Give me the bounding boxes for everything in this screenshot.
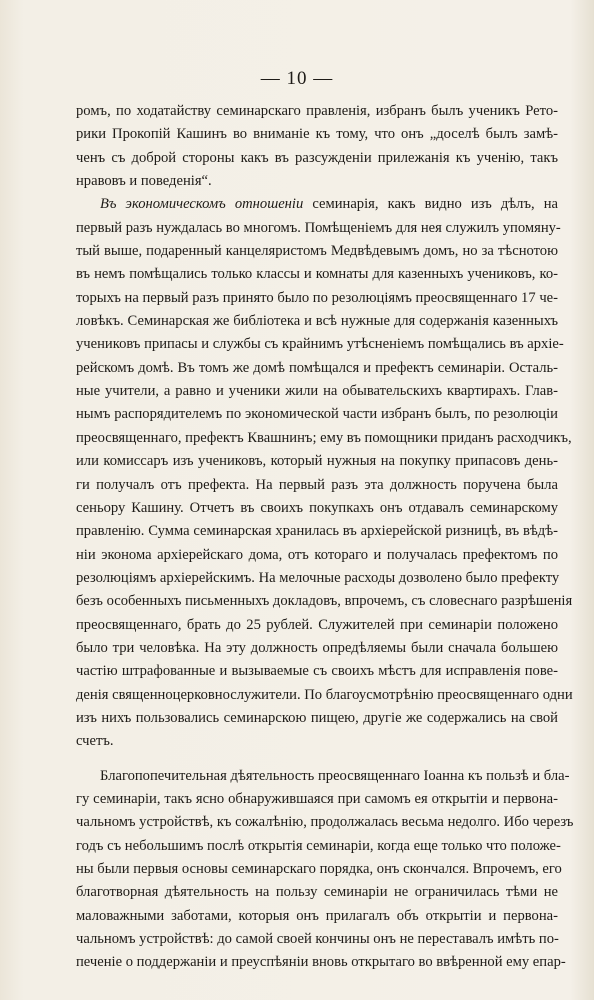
line-text: частію штрафованные и вызываемые съ своихъ мѣстъ для исправленія пове- xyxy=(76,663,558,680)
line-text: или комиссаръ изъ учениковъ, который нужныя на покупку припасовъ день- xyxy=(76,453,558,470)
italic-phrase: Въ экономическомъ отношеніи xyxy=(100,196,304,213)
text-line xyxy=(76,730,558,753)
line-text: ченъ съ доброй стороны какъ въ разсужденіи прилежанія къ ученію, такъ xyxy=(76,149,558,166)
line-text: ромъ, по ходатайству семинарскаго правленія, избранъ былъ ученикъ Рето- xyxy=(76,103,558,119)
text-line xyxy=(76,497,558,520)
line-text: годъ съ небольшимъ послѣ открытія семинаріи, когда еще только что положе- xyxy=(76,837,561,854)
text-line xyxy=(76,333,564,356)
text-line xyxy=(76,147,558,170)
line-text: чальномъ устройствѣ, къ сожалѣнію, продолжалась весьма недолго. Ибо черезъ xyxy=(76,814,574,831)
line-text: торыхъ на первый разъ принято было по резолюціямъ преосвященнаго 17 че- xyxy=(76,289,558,306)
line-text: гу семинаріи, такъ ясно обнаружившаяся при самомъ ея открытіи и первона- xyxy=(76,790,558,807)
text-line xyxy=(76,100,558,123)
line-text: Благопопечительная дѣятельность преосвященнаго Іоанна къ пользѣ и бла- xyxy=(100,767,570,784)
text-line xyxy=(76,637,558,660)
text-line xyxy=(76,263,558,286)
body-text xyxy=(76,100,574,975)
line-text: нымъ распорядителемъ по экономической части избранъ былъ, по резолюціи xyxy=(76,406,558,423)
text-line xyxy=(76,905,558,928)
line-text: ніи эконома архіерейскаго дома, отъ котораго и получалась префектомъ по xyxy=(76,546,558,563)
line-text: было три человѣка. На эту должность опредѣляемы были сначала большею xyxy=(76,639,558,656)
text-line xyxy=(76,881,558,904)
text-line xyxy=(76,765,570,788)
line-text: ги получалъ отъ префекта. На первый разъ эта должность поручена была xyxy=(76,476,558,493)
text-line xyxy=(76,170,558,193)
line-text: денія священноцерковнослужители. По благоусмотрѣнію преосвященнаго одни xyxy=(76,686,573,703)
text-line xyxy=(76,450,558,473)
text-line xyxy=(76,544,558,567)
line-text: рейскомъ домѣ. Въ томъ же домѣ помѣщался и префектъ семинаріи. Осталь- xyxy=(76,359,558,376)
text-line xyxy=(76,123,558,146)
line-text: ны были первыя основы семинарскаго порядка, онъ скончался. Впрочемъ, его xyxy=(76,861,562,877)
text-line xyxy=(76,835,561,858)
line-text: резолюціямъ архіерейскимъ. На мелочные расходы дозволено было префекту xyxy=(76,569,560,586)
line-text: сеньору Кашину. Отчетъ въ своихъ покупкахъ онъ отдавалъ семинарскому xyxy=(76,499,558,516)
line-text: счетъ. xyxy=(76,733,114,750)
text-line xyxy=(76,811,574,834)
text-line xyxy=(76,567,558,590)
text-line xyxy=(76,614,558,637)
line-text: въ немъ помѣщались только классы и комнаты для казенныхъ учениковъ, ко- xyxy=(76,266,558,283)
line-text: тый выше, подаренный канцеляристомъ Медвѣдевымъ домъ, но за тѣснотою xyxy=(76,243,558,260)
text-line xyxy=(76,520,558,543)
text-line xyxy=(76,660,558,683)
line-text: учениковъ припасы и службы съ крайнимъ утѣсненіемъ помѣщались въ архіе- xyxy=(76,336,564,353)
line-text: правленію. Сумма семинарская хранилась въ архіерейской ризницѣ, въ вѣдѣ- xyxy=(76,523,558,540)
text-line xyxy=(76,707,558,730)
line-text: ловѣкъ. Семинарская же библіотека и всѣ нужные для содержанія казенныхъ xyxy=(76,313,558,330)
text-line xyxy=(76,474,558,497)
line-text: благотворная дѣятельность на пользу семинаріи не ограничилась тѣми не xyxy=(76,884,558,901)
line-text: преосвященнаго, префектъ Квашнинъ; ему въ помощники приданъ расходчикъ, xyxy=(76,429,572,446)
line-text: нравовъ и поведенія“. xyxy=(76,173,212,190)
text-line xyxy=(76,858,562,881)
line-text: первый разъ нуждалась во многомъ. Помѣщеніемъ для нея служилъ упомяну- xyxy=(76,219,561,236)
text-line xyxy=(76,217,561,240)
text-line xyxy=(76,193,558,216)
text-line xyxy=(76,951,566,974)
line-text: преосвященнаго, брать до 25 рублей. Служителей при семинаріи положено xyxy=(76,616,558,633)
page-number: — 10 — xyxy=(260,68,334,89)
line-text: рики Прокопій Кашинъ во вниманіе къ тому, что онъ „доселѣ былъ замѣ- xyxy=(76,126,558,143)
line-text: безъ особенныхъ письменныхъ докладовъ, впрочемъ, съ словеснаго разрѣшенія xyxy=(76,593,573,610)
text-line xyxy=(76,788,558,811)
text-line xyxy=(76,380,558,403)
line-text: ные учители, а равно и ученики жили на обывательскихъ квартирахъ. Глав- xyxy=(76,383,558,400)
line-text: изъ нихъ пользовались семинарскою пищею, другіе же содержались на свой xyxy=(76,709,558,726)
text-line xyxy=(76,240,558,263)
text-line xyxy=(76,590,573,613)
line-text: печеніе о поддержаніи и преуспѣяніи вновь открытаго во ввѣренной ему епар- xyxy=(76,954,566,971)
line-text: маловажными заботами, которыя онъ прилагалъ объ открытіи и первона- xyxy=(76,907,558,924)
text-line xyxy=(76,928,558,951)
text-line xyxy=(76,427,572,450)
text-line xyxy=(76,357,558,380)
text-line xyxy=(76,287,558,310)
text-line xyxy=(76,403,558,426)
line-text: семинарія, какъ видно изъ дѣлъ, на xyxy=(303,196,558,213)
line-text: чальномъ устройствѣ: до самой своей кончины онъ не переставалъ имѣть по- xyxy=(76,931,559,948)
text-line xyxy=(76,684,573,707)
text-line xyxy=(76,310,558,333)
